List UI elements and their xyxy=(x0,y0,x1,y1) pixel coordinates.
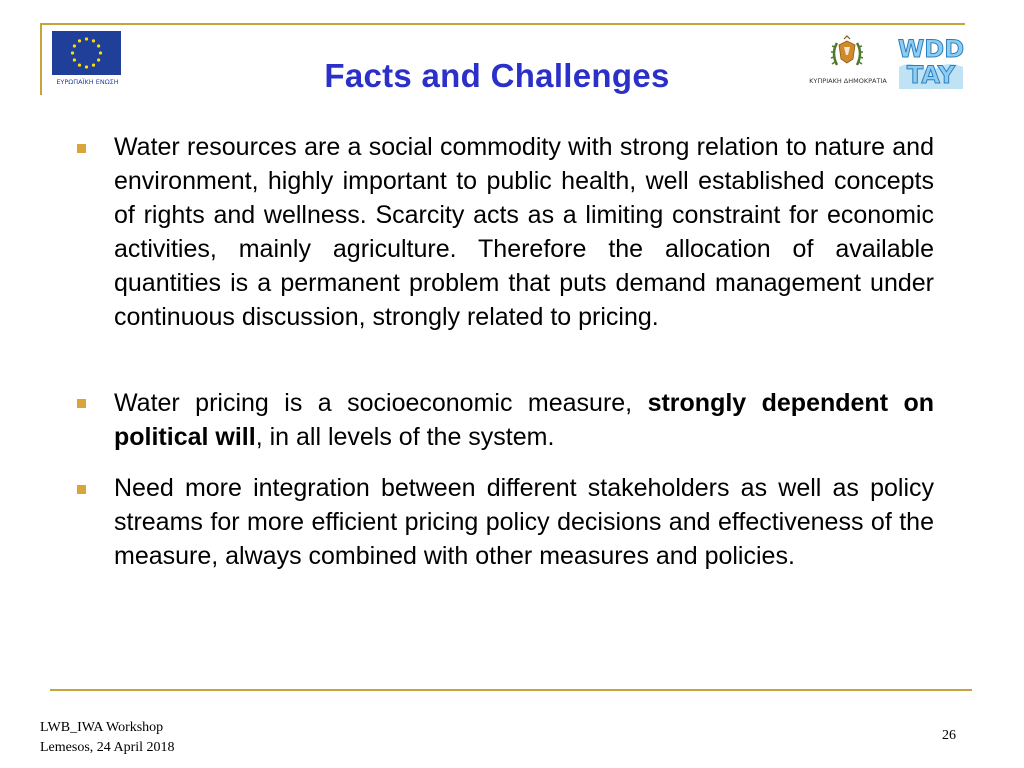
footer-date: Lemesos, 24 April 2018 xyxy=(40,740,175,755)
cyprus-logo-label: ΚΥΠΡΙΑΚΗ ΔΗΜΟΚΡΑΤΙΑ xyxy=(809,77,887,85)
bullet-marker-3 xyxy=(77,485,86,494)
bullet-text-1: Water resources are a social commodity with strong relation to nature and environment, highly important to public health, well established concepts of rights and wellness. Scarcity acts as a limiting constraint for economic activities, mainly agriculture. Therefore the allocation of available quantities is a permanent problem that puts demand management under continuous discussion, strongly related to pricing. xyxy=(114,133,934,331)
slide-title: Facts and Challenges xyxy=(324,57,670,94)
footer-info xyxy=(40,718,175,758)
footer-event: LWB_IWA Workshop xyxy=(40,720,164,735)
page-number: 26 xyxy=(942,728,956,743)
eu-logo-label: ΕΥΡΩΠΑΪΚΗ ΕΝΩΣΗ xyxy=(56,78,119,86)
bullet-marker-2 xyxy=(77,399,86,408)
bullet-text-2 xyxy=(114,386,934,454)
footer-divider xyxy=(50,689,972,691)
bullet-text-2-end: , in all levels of the system. xyxy=(255,423,555,451)
wdd-logo-text-bottom: TAY xyxy=(906,61,956,89)
bullet-text-2-start: Water pricing is a socioeconomic measure, xyxy=(114,389,648,417)
bullet-marker-1 xyxy=(77,144,86,153)
bullet-text-3: Need more integration between different stakeholders as well as policy streams for more efficient pricing policy decisions and effectiveness of the measure, always combined with other measures and policies. xyxy=(114,474,934,570)
wdd-logo-text-top: WDD xyxy=(897,35,965,63)
bullet-text-2-emphasis: strongly dependent on political will xyxy=(114,389,934,451)
